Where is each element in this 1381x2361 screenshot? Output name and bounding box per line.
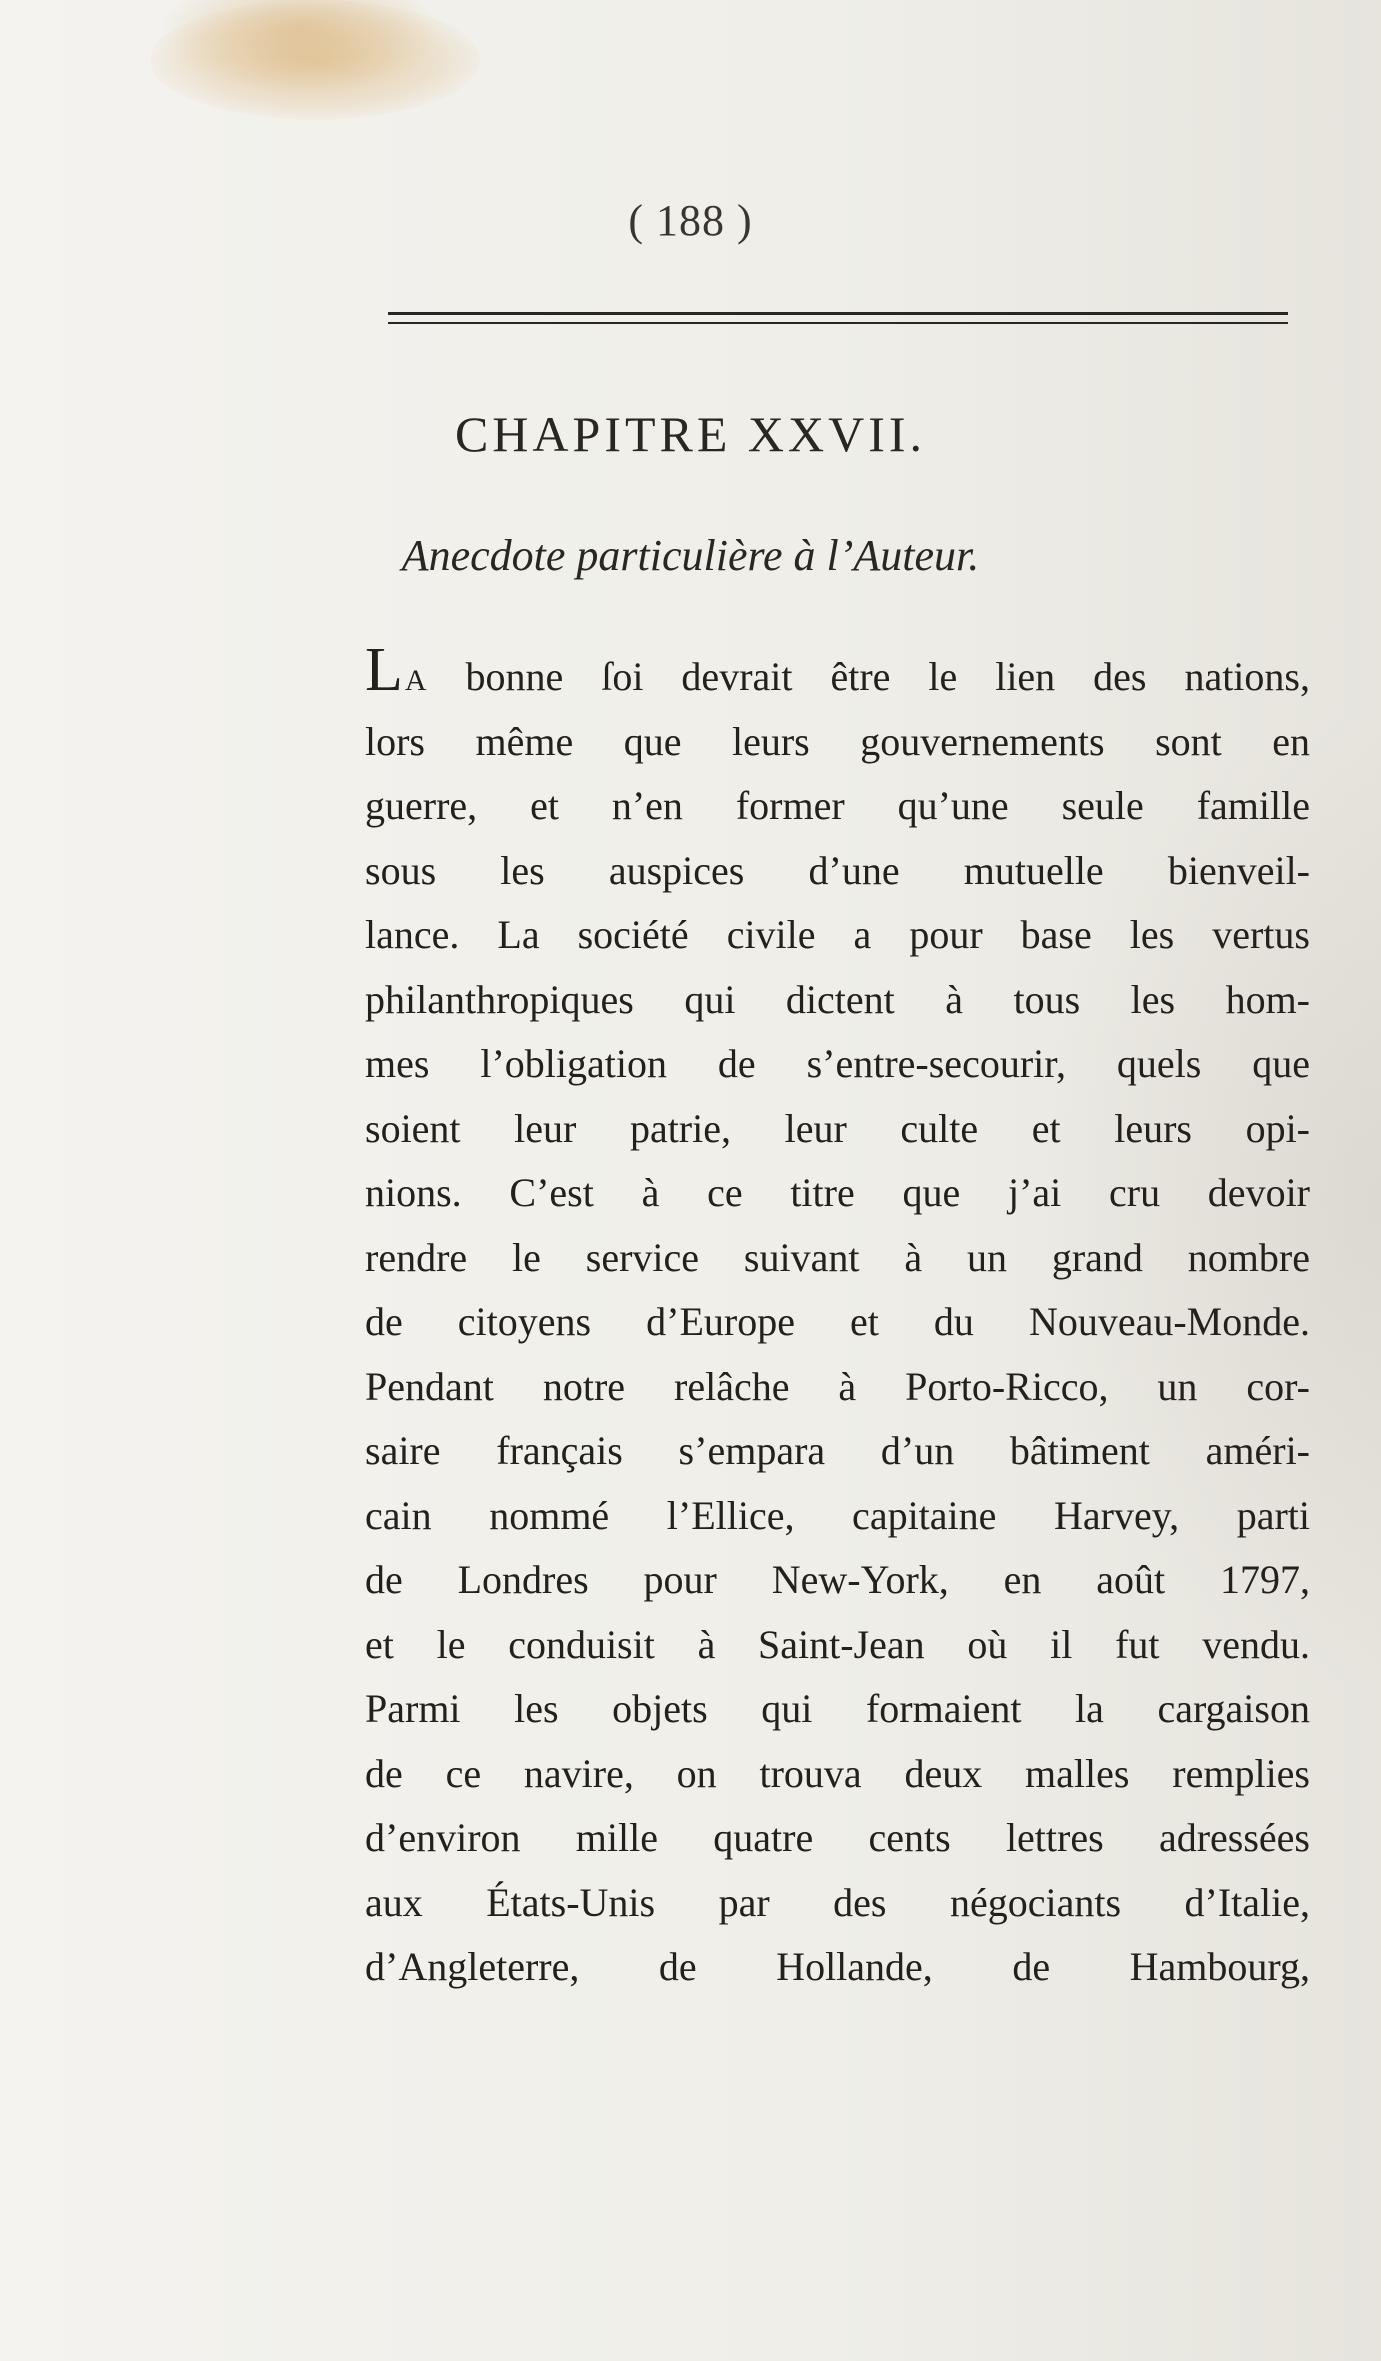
text-line-12: Pendant notre relâche à Porto-Ricco, un cor- <box>365 1363 1310 1409</box>
text-line-14: cain nommé l’Ellice, capitaine Harvey, parti <box>365 1492 1310 1538</box>
text-line-17: Parmi les objets qui formaient la cargaison <box>365 1686 1310 1731</box>
text-line-18: de ce navire, on trouva deux malles remplies <box>365 1750 1310 1796</box>
text-line-4: sous les auspices d’une mutuelle bienveil- <box>365 847 1310 893</box>
text-line-16: et le conduisit à Saint-Jean où il fut vendu. <box>365 1621 1310 1667</box>
page-number: ( 188 ) <box>628 196 753 245</box>
header-rule-top <box>388 312 1288 315</box>
text-line-10: rendre le service suivant à un grand nombre <box>365 1234 1310 1280</box>
text-line-21: d’Angleterre, de Hollande, de Hambourg, <box>365 1944 1310 1989</box>
paper-stain <box>150 0 480 120</box>
text-line-5: lance. La société civile a pour base les vertus <box>365 912 1310 957</box>
text-line-20: aux États-Unis par des négociants d’Italie, <box>365 1879 1310 1925</box>
text-line-13: saire français s’empara d’un bâtiment améri- <box>365 1428 1310 1473</box>
header-rule-bottom <box>388 322 1288 324</box>
body-text <box>365 636 1310 2000</box>
drop-cap: L <box>365 636 405 704</box>
text-line-7: mes l’obligation de s’entre-secourir, quels que <box>365 1041 1310 1086</box>
text-line-2: lors même que leurs gouvernements sont en <box>365 718 1310 764</box>
text-line-8: soient leur patrie, leur culte et leurs opi- <box>365 1105 1310 1151</box>
text-line-6: philanthropiques qui dictent à tous les hom- <box>365 976 1310 1022</box>
text-line-9: nions. C’est à ce titre que j’ai cru devoir <box>365 1170 1310 1215</box>
text-line-19: d’environ mille quatre cents lettres adressées <box>365 1815 1310 1860</box>
text-line-1 <box>365 636 1310 710</box>
drop-cap-smallcap: A <box>404 664 428 697</box>
chapter-title: CHAPITRE XXVII. <box>454 406 927 462</box>
chapter-subtitle: Anecdote particulière à l’Auteur. <box>401 531 980 580</box>
text-line-3: guerre, et n’en former qu’une seule famille <box>365 783 1310 828</box>
text-line-11: de citoyens d’Europe et du Nouveau-Monde. <box>365 1299 1310 1344</box>
text-line-1-rest: bonne ſoi devrait être le lien des nations, <box>427 654 1310 699</box>
text-line-15: de Londres pour New-York, en août 1797, <box>365 1557 1310 1602</box>
